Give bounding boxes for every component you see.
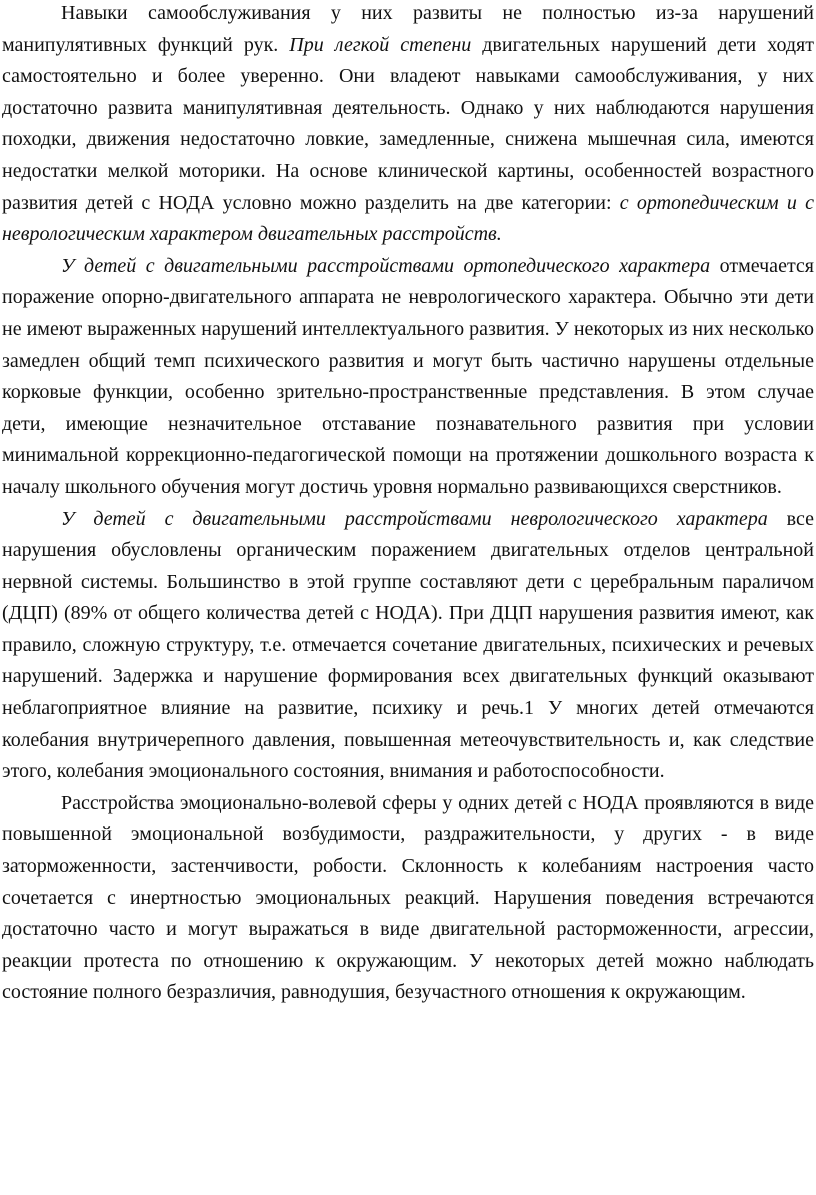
paragraph-text: двигательных нарушений дети ходят самостоятельно и более уверенно. Они владеют навыками самообслуживания, у них достаточно развита манипулятивная деятельность. Однако у них наблюдаются нарушения походки, движения недостаточно ловкие, замедленные, снижена мышечная сила, имеются недостатки мелкой моторики. На основе клинической картины, особенностей возрастного развития детей с НОДА условно можно разделить на две категории: xyxy=(2,33,814,214)
paragraph-text: Навыки самообслуживания у них развиты не полностью из-за нарушений манипулятивных функций рук. xyxy=(2,2,814,56)
paragraph-neurological xyxy=(2,504,814,788)
paragraph-emphasis: У детей с двигательными расстройствами неврологического характера xyxy=(61,507,768,530)
paragraph-orthopedic xyxy=(2,251,814,504)
paragraph-emphasis: с ортопедическим и с неврологическим характером двигательных расстройств. xyxy=(2,191,814,246)
paragraph-emphasis: При легкой степени xyxy=(289,33,472,56)
paragraph-emotional xyxy=(2,788,814,1009)
paragraph-text: Расстройства эмоционально-волевой сферы у одних детей с НОДА проявляются в виде повышенной эмоциональной возбудимости, раздражительности, у других - в виде заторможенности, застенчивости, робости. Склонность к колебаниям настроения часто сочетается с инертностью эмоциональных реакций. Нарушения поведения встречаются достаточно часто и могут выражаться в виде двигательной расторможенности, агрессии, реакции протеста по отношению к окружающим. У некоторых детей можно наблюдать состояние полного безразличия, равнодушия, безучастного отношения к окружающим. xyxy=(2,791,814,1004)
paragraph-self-care xyxy=(2,0,814,251)
paragraph-emphasis: У детей с двигательными расстройствами ортопедического характера xyxy=(61,254,711,277)
paragraph-text: все нарушения обусловлены органическим поражением двигательных отделов центральной нервной системы. Большинство в этой группе составляют дети с церебральным параличом (ДЦП) (89% от общего количества детей с НОДА). При ДЦП нарушения развития имеют, как правило, сложную структуру, т.е. отмечается сочетание двигательных, психических и речевых нарушений. Задержка и нарушение формирования всех двигательных функций оказывают неблагоприятное влияние на развитие, психику и речь.1 У многих детей отмечаются колебания внутричерепного давления, повышенная метеочувствительность и, как следствие этого, колебания эмоционального состояния, внимания и работоспособности. xyxy=(2,507,814,783)
paragraph-text: отмечается поражение опорно-двигательного аппарата не неврологического характера. Обычно эти дети не имеют выраженных нарушений интеллектуального развития. У некоторых из них несколько замедлен общий темп психического развития и могут быть частично нарушены отдельные корковые функции, особенно зрительно-пространственные представления. В этом случае дети, имеющие незначительное отставание познавательного развития при условии минимальной коррекционно-педагогической помощи на протяжении дошкольного возраста к началу школьного обучения могут достичь уровня нормально развивающихся сверстников. xyxy=(2,254,815,498)
